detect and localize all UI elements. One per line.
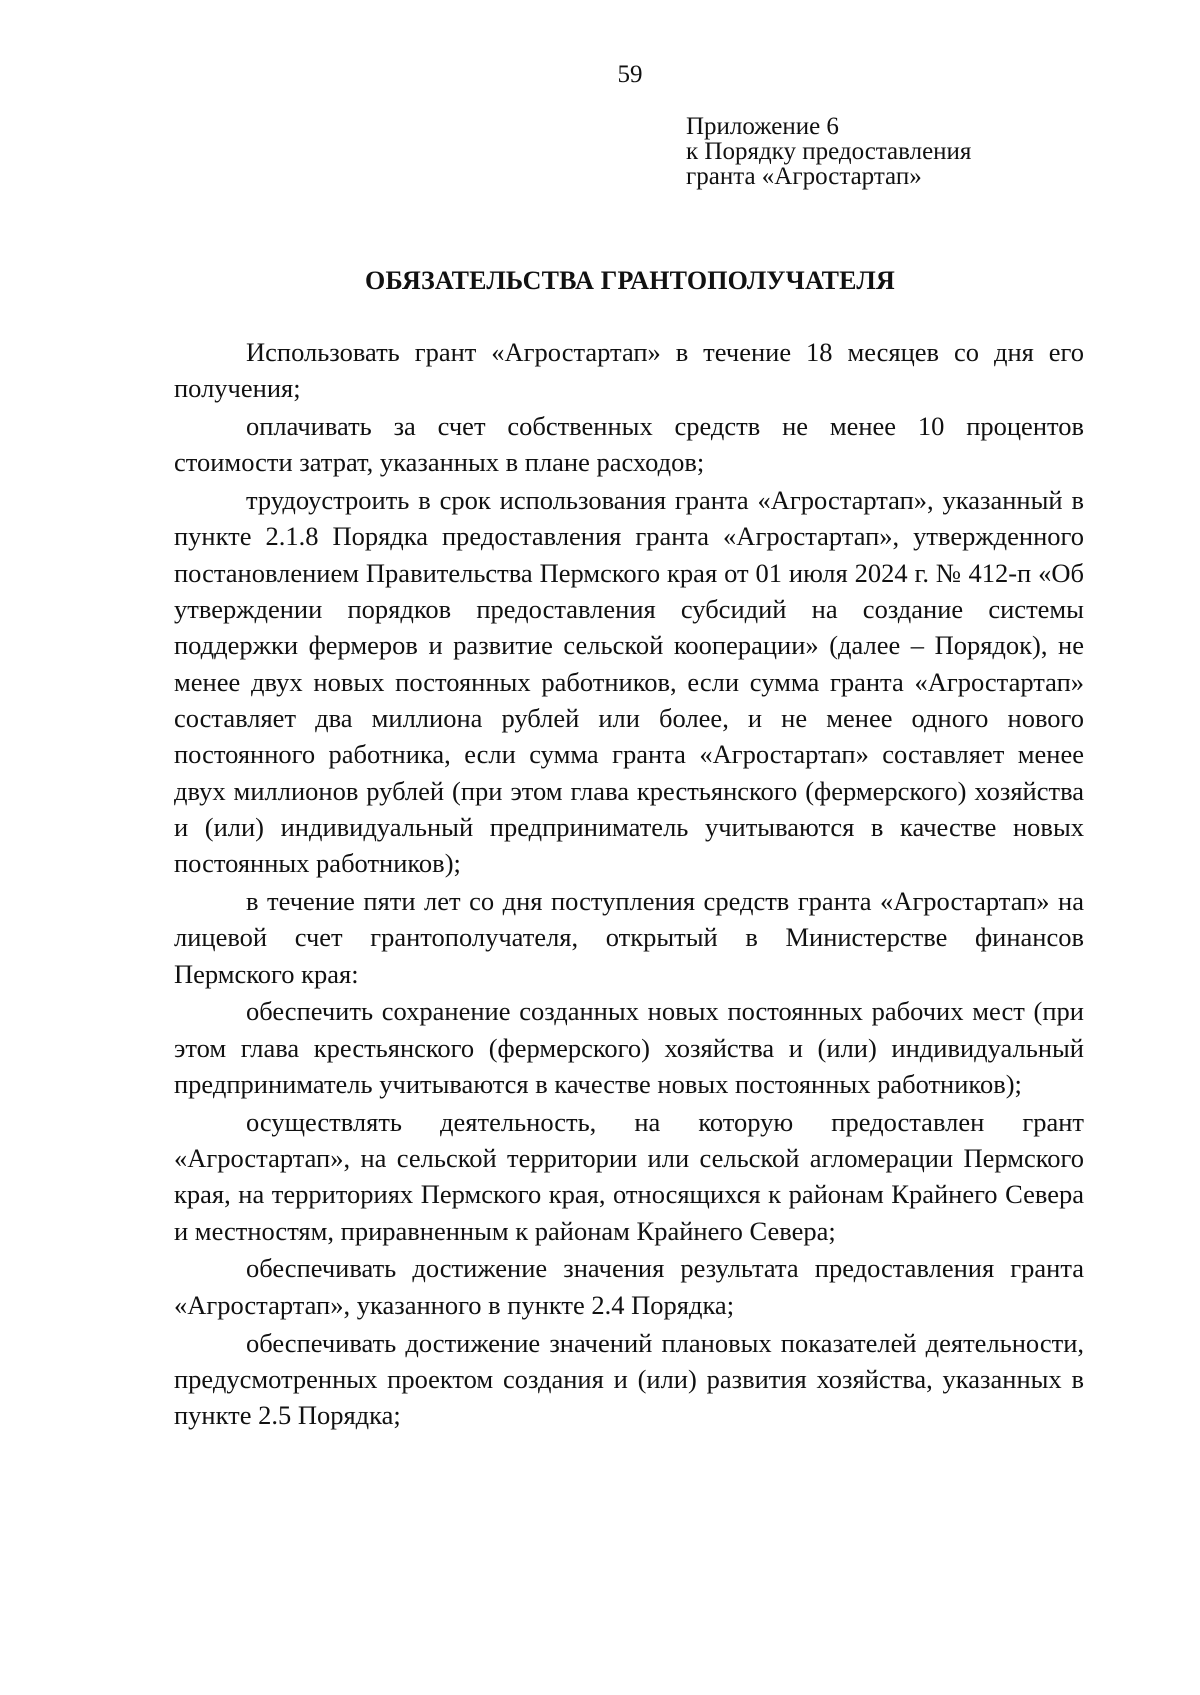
paragraph: в течение пяти лет со дня поступления средств гранта «Агростартап» на лицевой счет грантополучателя, открытый в Министерстве финансов Пермского края:: [174, 885, 1084, 989]
paragraph: Использовать грант «Агростартап» в течение 18 месяцев со дня его получения;: [174, 337, 1084, 404]
document-body: [174, 334, 1084, 1435]
appendix-reference: [686, 114, 971, 189]
paragraph: обеспечивать достижение значений плановых показателей деятельности, предусмотренных проектом создания и (или) развития хозяйства, указанных в пункте 2.5 Порядка;: [174, 1327, 1084, 1431]
appendix-line-2: к Порядку предоставления: [686, 138, 972, 165]
paragraph: трудоустроить в срок использования гранта «Агростартап», указанный в пункте 2.1.8 Порядка предоставления гранта «Агростартап», утвержденного постановлением Правительства Пермского края от 01 июля 2024 г. № 412-п «Об утверждении порядков предоставления субсидий на создание системы поддержки фермеров и развитие сельской кооперации» (далее – Порядок), не менее двух новых постоянных работников, если сумма гранта «Агростартап» составляет два миллиона рублей или более, и не менее одного нового постоянного работника, если сумма гранта «Агростартап» составляет менее двух миллионов рублей (при этом глава крестьянского (фермерского) хозяйства и (или) индивидуальный предприниматель учитываются в качестве новых постоянных работников);: [174, 485, 1084, 879]
appendix-line-1: Приложение 6: [686, 113, 839, 140]
document-title: ОБЯЗАТЕЛЬСТВА ГРАНТОПОЛУЧАТЕЛЯ: [365, 266, 895, 295]
appendix-line-3: гранта «Агростартап»: [686, 163, 922, 190]
paragraph: обеспечить сохранение созданных новых постоянных рабочих мест (при этом глава крестьянского (фермерского) хозяйства и (или) индивидуальный предприниматель учитываются в качестве новых постоянных работников);: [174, 996, 1084, 1099]
paragraph: обеспечивать достижение значения результата предоставления гранта «Агростартап», указанного в пункте 2.4 Порядка;: [174, 1253, 1084, 1320]
paragraph: оплачивать за счет собственных средств не менее 10 процентов стоимости затрат, указанных в плане расходов;: [174, 411, 1084, 478]
page-number: 59: [617, 61, 643, 88]
paragraph: осуществлять деятельность, на которую предоставлен грант «Агростартап», на сельской территории или сельской агломерации Пермского края, на территориях Пермского края, относящихся к районам Крайнего Севера и местностям, приравненным к районам Крайнего Севера;: [174, 1106, 1084, 1246]
